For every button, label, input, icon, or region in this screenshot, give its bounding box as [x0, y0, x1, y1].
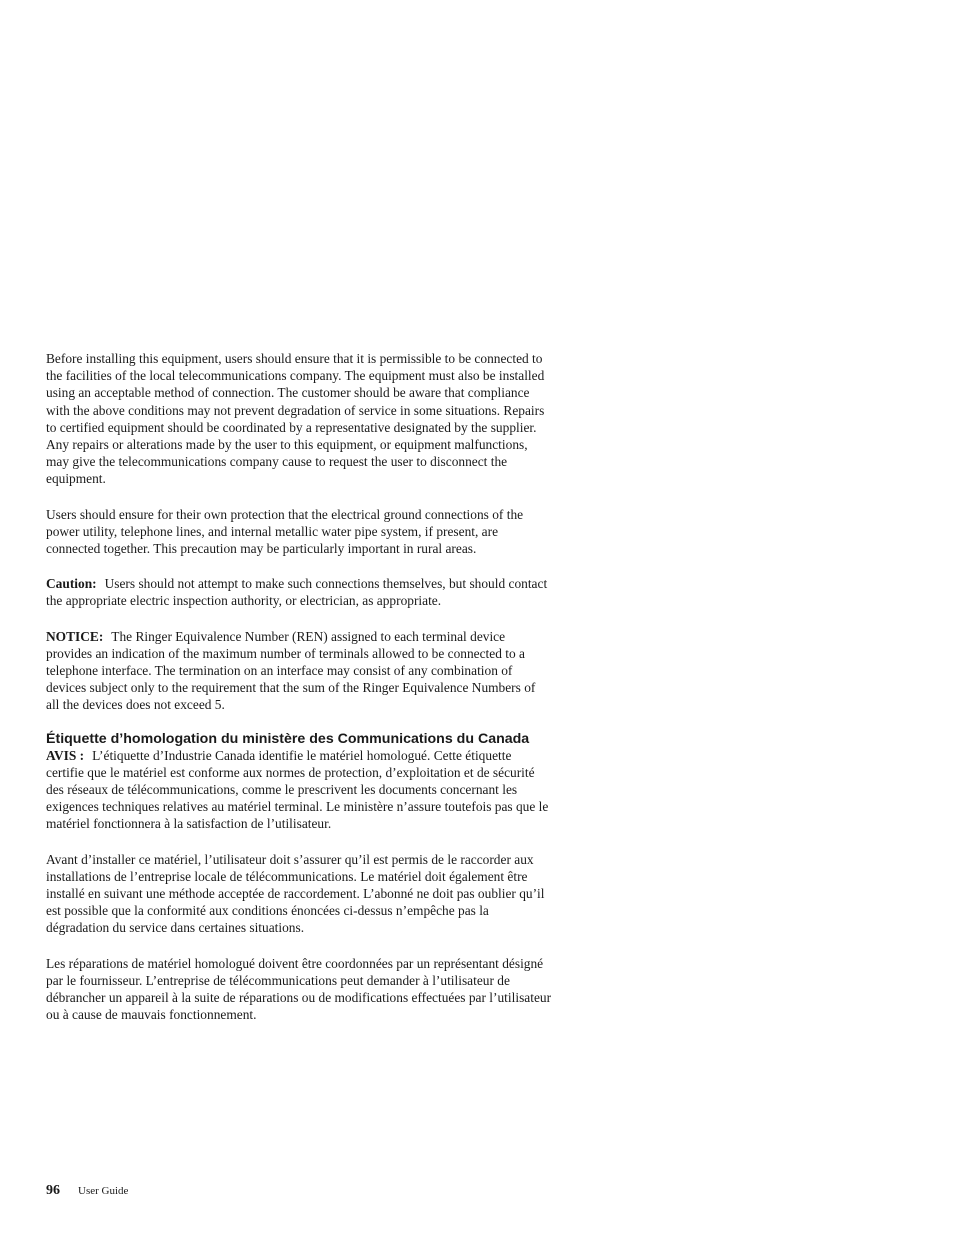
page-content: [46, 350, 552, 1042]
avis-text: L’étiquette d’Industrie Canada identifie le matériel homologué. Cette étiquette certifie que le matériel est conforme aux normes de protection, d’exploitation et de sécurité des réseaux de télécommunications, comme le prescrivent les documents concernant les exigences techniques relatives au matériel terminal. Le ministère n’assure toutefois pas que le matériel fonctionnera à la satisfaction de l’utilisateur.: [46, 747, 549, 832]
paragraph-avant-installer: Avant d’installer ce matériel, l’utilisateur doit s’assurer qu’il est permis de le raccorder aux installations de l’entreprise locale de télécommunications. Le matériel doit également être installé en suivant une méthode acceptée de raccordement. L’abonné ne doit pas oublier qu’il est possible que la conformité aux conditions énoncées ci-dessus n’empêche pas la dégradation du service dans certaines situations.: [46, 851, 545, 936]
paragraph-installation: Before installing this equipment, users should ensure that it is permissible to be connected to the facilities of the local telecommunications company. The equipment must also be installed using an acceptable method of connection. The customer should be aware that compliance with the above conditions may not prevent degradation of service in some situations. Repairs to certified equipment should be coordinated by a representative designated by the supplier. Any repairs or alterations made by the user to this equipment, or equipment malfunctions, may give the telecommunications company cause to request the user to disconnect the equipment.: [46, 351, 545, 487]
guide-name: User Guide: [78, 1185, 129, 1197]
notice-text: The Ringer Equivalence Number (REN) assigned to each terminal device provides an indication of the maximum number of terminals allowed to be connected to a telephone interface. The termination on an interface may consist of any combination of devices subject only to the requirement that the sum of the Ringer Equivalence Numbers of all the devices does not exceed 5.: [46, 628, 536, 713]
paragraph-grounding: Users should ensure for their own protection that the electrical ground connections of the power utility, telephone lines, and internal metallic water pipe system, if present, are connected together. This precaution may be particularly important in rural areas.: [46, 506, 524, 557]
page-number: 96: [46, 1183, 60, 1198]
paragraph-caution: [46, 575, 552, 609]
section-heading: Étiquette d’homologation du ministère des Communications du Canada: [46, 730, 530, 747]
paragraph-notice: [46, 628, 552, 714]
caution-text: Users should not attempt to make such connections themselves, but should contact the appropriate electric inspection authority, or electrician, as appropriate.: [46, 576, 548, 609]
page-footer: [46, 1181, 128, 1199]
caution-label: Caution:: [46, 576, 97, 592]
notice-label: NOTICE:: [46, 628, 104, 644]
avis-label: AVIS :: [46, 747, 85, 763]
paragraph-reparations: Les réparations de matériel homologué doivent être coordonnées par un représentant désigné par le fournisseur. L’entreprise de télécommunications peut demander à l’utilisateur de débrancher un appareil à la suite de réparations ou de modifications effectuées par l’utilisateur ou à cause de mauvais fonctionnement.: [46, 955, 552, 1023]
paragraph-avis: [46, 747, 552, 833]
